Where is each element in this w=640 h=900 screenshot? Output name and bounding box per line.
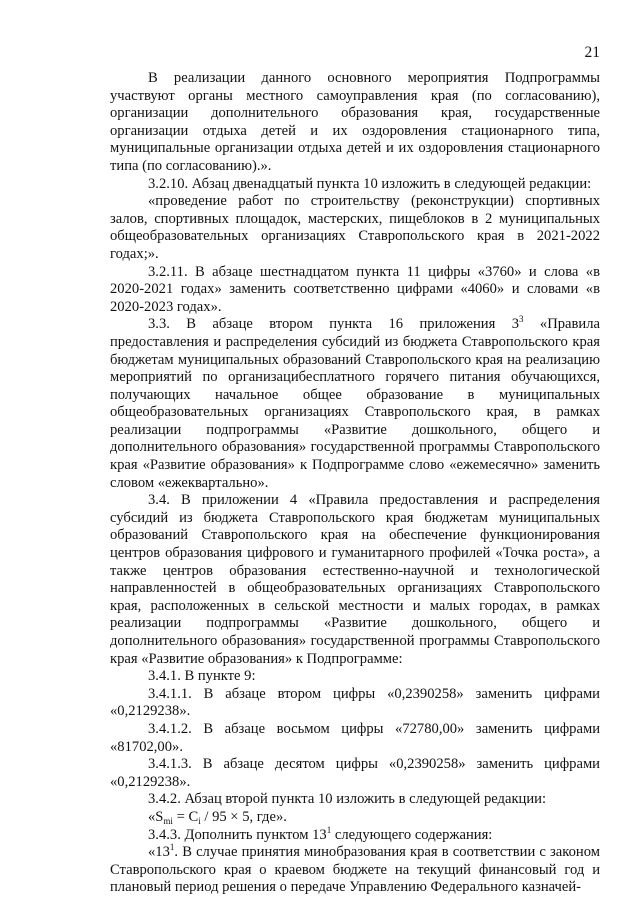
paragraph	[110, 844, 600, 897]
paragraph-text: «S	[148, 808, 164, 825]
paragraph-text: 3.4.1.2. В абзаце восьмом цифры «72780,00» заменить цифрами «81702,00».	[110, 720, 600, 755]
subscript-text: mi	[163, 815, 173, 826]
paragraph-text: 3.3. В абзаце втором пункта 16 приложения 3	[148, 316, 520, 333]
paragraph-text: 3.4.3. Дополнить пунктом 13	[148, 826, 327, 843]
paragraph	[110, 264, 600, 317]
paragraph	[110, 824, 600, 845]
paragraph-text: / 95 × 5, где».	[200, 808, 287, 825]
paragraph-text: «проведение работ по строительству (реконструкции) спортивных залов, спортивных площадок, мастерских, пищеблоков в 2 муниципальных общеобразовательных организациях Ставропольского края в 2021-2022 годах;».	[110, 193, 600, 262]
paragraph-text: 3.4.1. В пункте 9:	[148, 668, 256, 685]
paragraph-text: 3.4.2. Абзац второй пункта 10 изложить в следующей редакции:	[148, 791, 547, 808]
superscript-text: 1	[326, 824, 332, 835]
paragraph-text: «Правила предоставления и распределения субсидий из бюджета Ставропольского края бюджетам муниципальных образований Ставропольского края на реализацию мероприятий по организацибесплатного горячего питания обучающихся, получающих начальное общее образование в муниципальных общеобразовательных организациях Ставропольского края, в рамках реализации подпрограммы «Развитие дошкольного, общего и дополнительного образования» государственной программы Ставропольского края «Развитие образования» к Подпрограмме слово «ежемесячно» заменить словом «ежеквартально».	[110, 316, 600, 491]
paragraph	[110, 316, 600, 492]
superscript-text: 3	[519, 314, 524, 325]
paragraph-text: 3.4.1.1. В абзаце втором цифры «0,2390258» заменить цифрами «0,2129238».	[110, 685, 600, 720]
paragraph-text: 3.2.10. Абзац двенадцатый пункта 10 изложить в следующей редакции:	[148, 175, 592, 192]
paragraph	[110, 176, 600, 194]
paragraph-text: 3.4.1.3. В абзаце десятом цифры «0,2390258» заменить цифрами «0,2129238».	[110, 756, 600, 790]
paragraph-text: 3.4. В приложении 4 «Правила предоставления и распределения субсидий из бюджета Ставропольского края бюджетам муниципальных образований Ставропольского края на обеспечение функционирования центров образования цифрового и гуманитарного профилей «Точка роста», а также центров образования естественно-научной и технологической направленностей в общеобразовательных организациях Ставропольского края, расположенных в сельской местности и малых городах, в рамках реализации подпрограммы «Развитие дошкольного, общего и дополнительного образования» государственной программы Ставропольского края «Развитие образования» к Подпрограмме:	[110, 492, 600, 667]
paragraph-text: . В случае принятия минобразования края в соответствии с законом Ставропольского края о краевом бюджете на текущий финансовый год и плановый период решения о передаче Управлению Федерального казначей-	[110, 844, 600, 896]
paragraph	[110, 756, 600, 791]
paragraph	[110, 70, 600, 176]
paragraph-text: следующего содержания:	[331, 826, 493, 843]
paragraph	[110, 193, 600, 263]
paragraph	[110, 686, 600, 721]
paragraph	[110, 809, 600, 827]
superscript-text: 1	[169, 842, 175, 853]
document-body	[110, 70, 600, 897]
paragraph	[110, 721, 600, 756]
paragraph-text: В реализации данного основного мероприятия Подпрограммы участвуют органы местного самоуправления края (по согласованию), организации дополнительного образования края, государственные организации отдыха детей и их оздоровления стационарного типа, муниципальные организации отдыха детей и их оздоровления стационарного типа (по согласованию).».	[110, 70, 600, 174]
paragraph-text: 3.2.11. В абзаце шестнадцатом пункта 11 цифры «3760» и слова «в 2020-2021 годах» заменить соответственно цифрами «4060» и словами «в 2020-2023 годах».	[110, 263, 600, 315]
paragraph-text: «13	[148, 844, 170, 861]
subscript-text: i	[198, 815, 201, 826]
paragraph	[110, 668, 600, 686]
paragraph	[110, 492, 600, 668]
paragraph-text: = C	[172, 808, 199, 825]
paragraph	[110, 791, 600, 809]
page-number: 21	[584, 44, 600, 61]
